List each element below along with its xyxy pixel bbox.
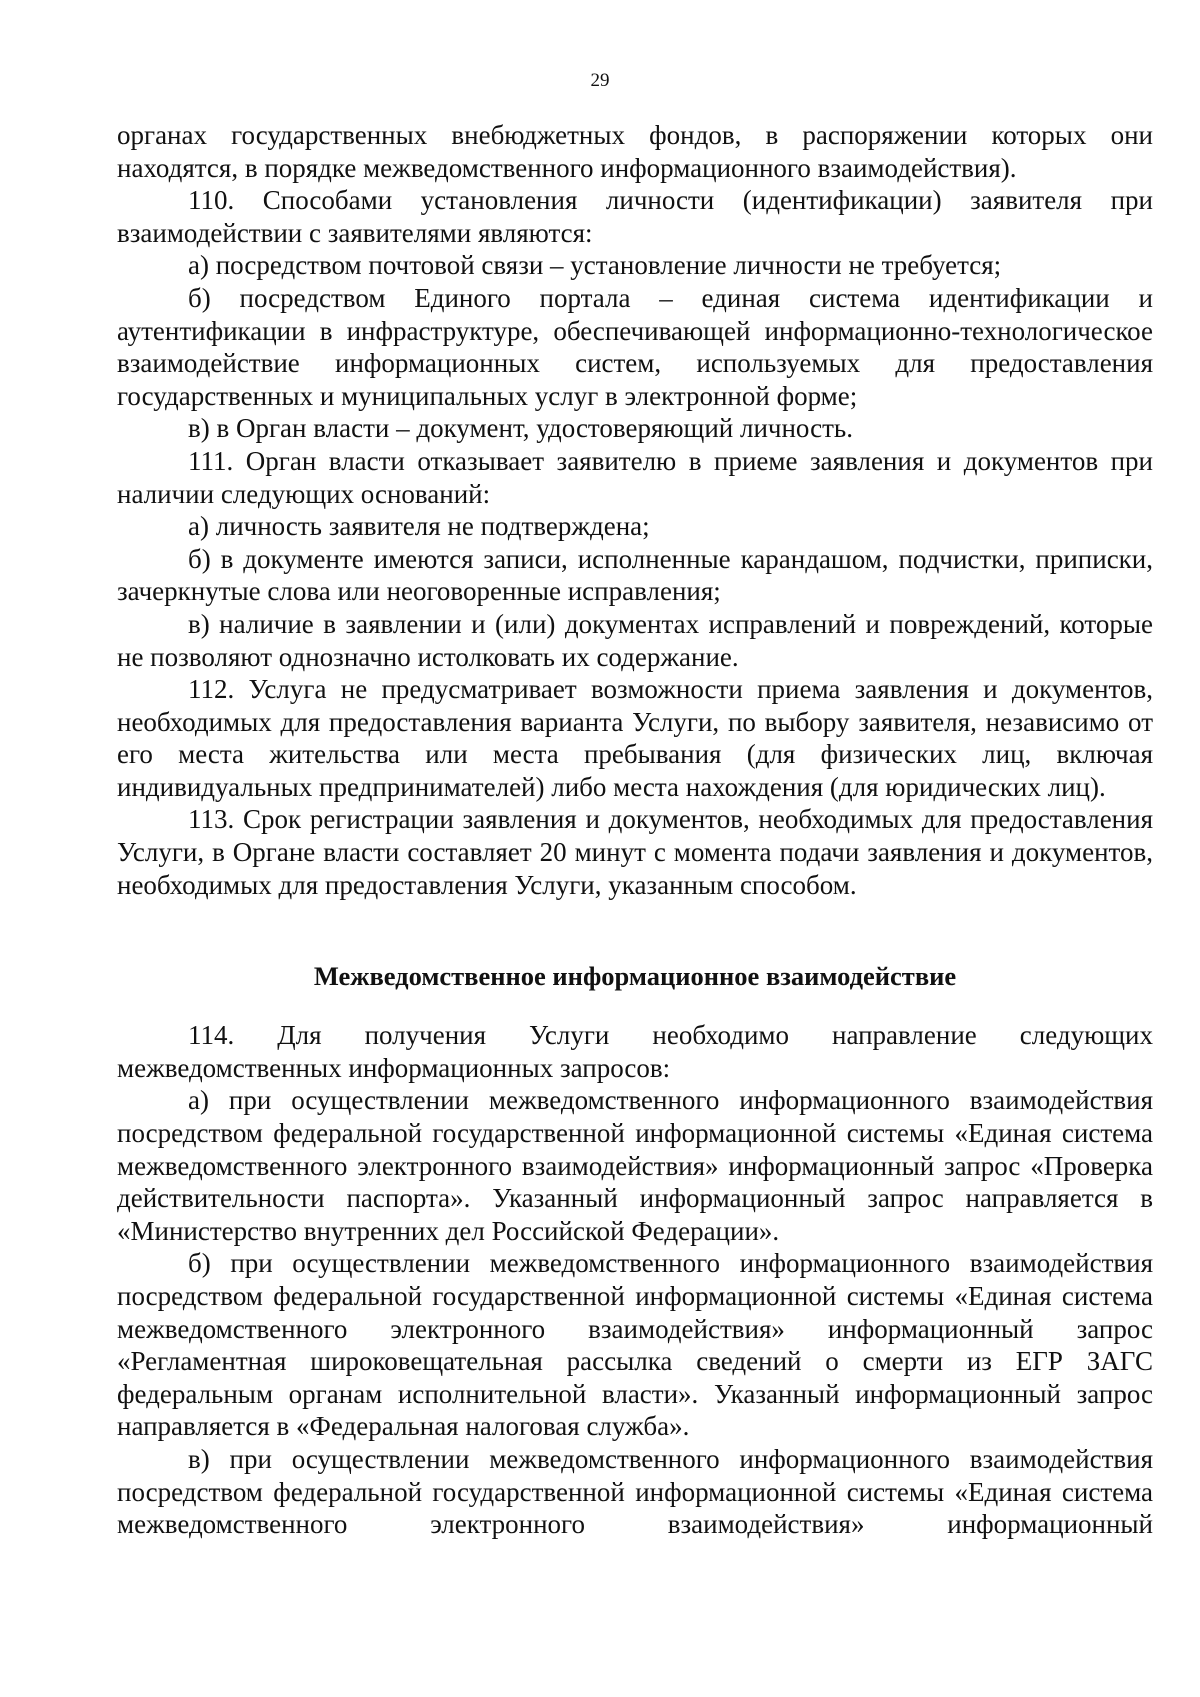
paragraph-continuation: органах государственных внебюджетных фондов, в распоряжении которых они находятся, в порядке межведомственного информационного взаимодействия). — [117, 120, 1153, 183]
paragraph-111: 111. Орган власти отказывает заявителю в приеме заявления и документов при наличии следующих оснований: — [117, 445, 1153, 509]
paragraph-114-c: в) при осуществлении межведомственного информационного взаимодействия посредством федеральной государственной информационной системы «Единая система межведомственного электронного взаимодействия» информационный — [117, 1443, 1153, 1540]
paragraph-110-a: а) посредством почтовой связи – установление личности не требуется; — [188, 250, 1002, 281]
document-body — [117, 119, 1153, 1541]
paragraph-110: 110. Способами установления личности (идентификации) заявителя при взаимодействии с заявителями являются: — [117, 185, 1153, 248]
paragraph-114-a: а) при осуществлении межведомственного информационного взаимодействия посредством федеральной государственной информационной системы «Единая система межведомственного электронного взаимодействия» информационный запрос «Проверка действительности паспорта». Указанный информационный запрос направляется в «Министерство внутренних дел Российской Федерации». — [117, 1085, 1153, 1246]
paragraph-111-c: в) наличие в заявлении и (или) документах исправлений и повреждений, которые не позволяют однозначно истолковать их содержание. — [117, 608, 1153, 672]
page-number: 29 — [590, 70, 610, 91]
paragraph-114-b: б) при осуществлении межведомственного информационного взаимодействия посредством федеральной государственной информационной системы «Единая система межведомственного электронного взаимодействия» информационный запрос «Регламентная широковещательная рассылка сведений о смерти из ЕГР ЗАГС федеральным органам исполнительной власти». Указанный информационный запрос направляется в «Федеральная налоговая служба». — [117, 1248, 1153, 1442]
paragraph-112: 112. Услуга не предусматривает возможности приема заявления и документов, необходимых для предоставления варианта Услуги, по выбору заявителя, независимо от его места жительства или места пребывания (для физических лиц, включая индивидуальных предпринимателей) либо места нахождения (для юридических лиц). — [117, 674, 1153, 802]
paragraph-113: 113. Срок регистрации заявления и документов, необходимых для предоставления Услуги, в Органе власти составляет 20 минут с момента подачи заявления и документов, необходимых для предоставления Услуги, указанным способом. — [117, 804, 1153, 900]
section-heading: Межведомственное информационное взаимодействие — [313, 961, 957, 992]
paragraph-111-b: б) в документе имеются записи, исполненные карандашом, подчистки, приписки, зачеркнутые слова или неоговоренные исправления; — [117, 543, 1153, 607]
paragraph-114: 114. Для получения Услуги необходимо направление следующих межведомственных информационных запросов: — [117, 1020, 1153, 1083]
paragraph-110-b: б) посредством Единого портала – единая система идентификации и аутентификации в инфраструктуре, обеспечивающей информационно-технологическое взаимодействие информационных систем, используемых для предоставления государственных и муниципальных услуг в электронной форме; — [117, 282, 1153, 411]
paragraph-111-a: а) личность заявителя не подтверждена; — [188, 511, 650, 542]
paragraph-110-c: в) в Орган власти – документ, удостоверяющий личность. — [188, 413, 853, 444]
